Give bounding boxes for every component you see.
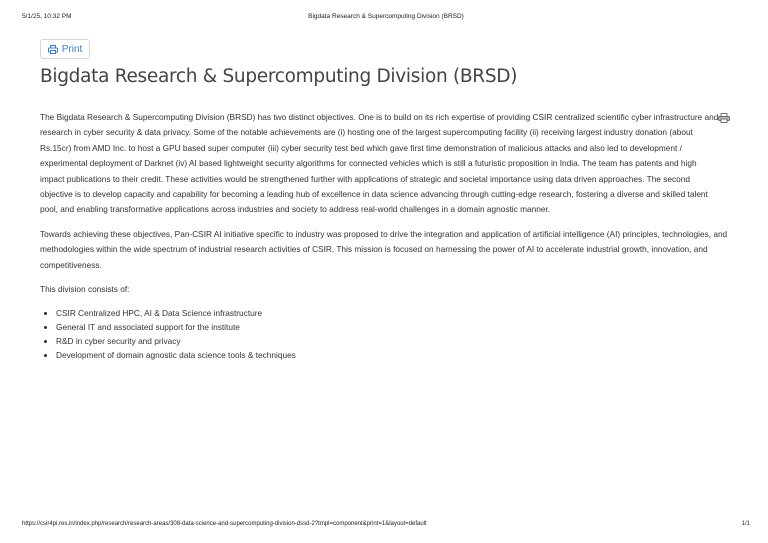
list-item: • Development of domain agnostic data science tools & techniques (56, 348, 730, 362)
list-item: • R&D in cyber security and privacy (56, 334, 730, 348)
print-datetime: 5/1/25, 10:32 PM (22, 13, 72, 20)
paragraph-division-intro: This division consists of: (40, 284, 130, 295)
division-list (40, 306, 730, 362)
list-item: • CSIR Centralized HPC, AI & Data Science infrastructure (56, 306, 730, 320)
printer-icon (48, 45, 58, 54)
page-count: 1/1 (741, 521, 750, 527)
paragraph-objectives: The Bigdata Research & Supercomputing Division (BRSD) has two distinct objectives. One is to build on its rich expertise of providing CSIR centralized scientific cyber infrastructure and research in cyber security & data privacy. Some of the notable achievements are (i) hosting one of the largest supercomputing facility (ii) receiving largest industry donation (about Rs.15cr) from AMD Inc. to host a GPU based super computer (iii) cyber security test bed which gave first time demonstration of malicious attacks and also led to development / experimental deployment of Darknet (iv) AI based lightweight security algorithms for connected vehicles which is still a futuristic proposition in India. The team has patents and high impact publications to their credit. These activities would be strengthened further with applications of strategic and societal importance using data driven approaches. The second objective is to develop capacity and capability for becoming a leading hub of excellence in data science advancing through cutting-edge research, fostering a diverse and skilled talent pool, and enabling transformative applications across industries and society to address real-world challenges in a domain agnostic manner. (40, 112, 719, 215)
print-button[interactable] (40, 39, 90, 59)
list-item: • General IT and associated support for the institute (56, 320, 730, 334)
page-url: https://csir4pi.res.in/index.php/research/research-areas/308-data-science-and-supercomputing-division-dssd-2?tmpl=component&print=1&layout=default (22, 521, 427, 527)
print-doc-title: Bigdata Research & Supercomputing Division (BRSD) (308, 13, 464, 20)
print-button-label: Print (61, 43, 83, 55)
paragraph-ai-initiative: Towards achieving these objectives, Pan-CSIR AI initiative specific to industry was proposed to drive the integration and application of artificial intelligence (AI) principles, technologies, and methodologies within the wide spectrum of industrial research activities of CSIR. This mission is focused on harnessing the power of AI to accelerate industrial growth, innovation, and competitiveness. (40, 228, 728, 270)
article-body (40, 110, 730, 362)
page-title: Bigdata Research & Supercomputing Division (BRSD) (40, 66, 518, 87)
